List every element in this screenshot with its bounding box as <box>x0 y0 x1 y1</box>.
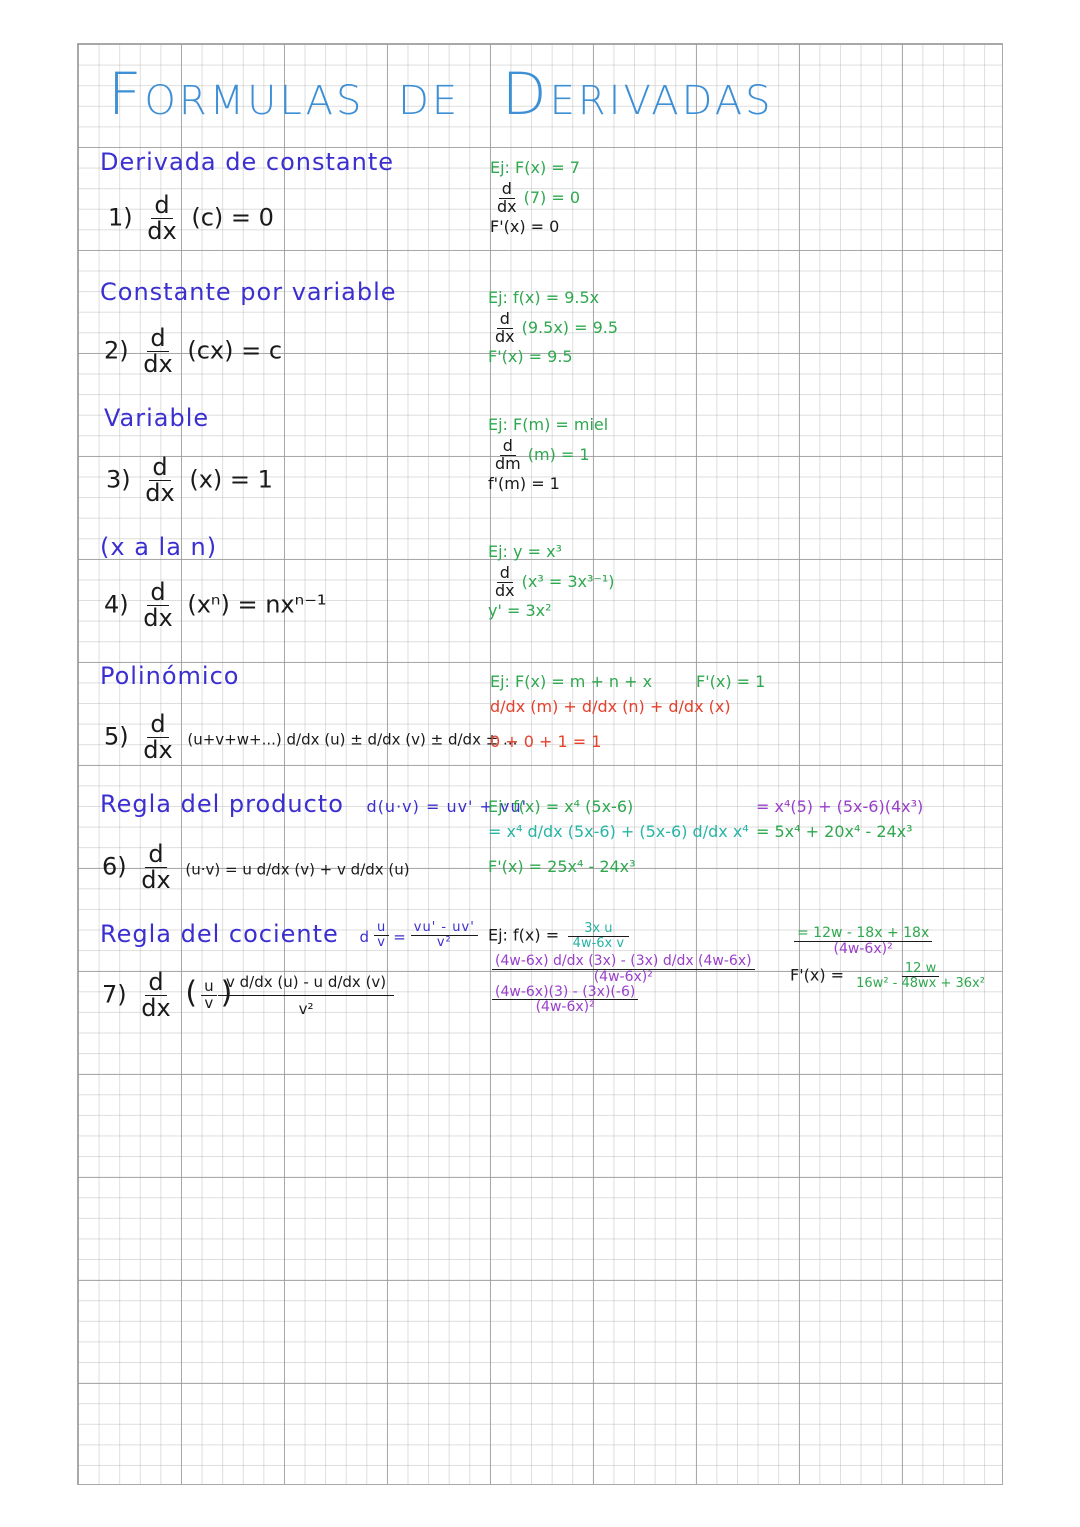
frac-num: u <box>374 921 389 936</box>
formula-body: (c) = 0 <box>191 203 274 232</box>
example-result: F'(x) = 25x⁴ - 24x³ <box>488 856 636 876</box>
example-line: Ej: F(x) = 7 <box>490 158 580 177</box>
example-fraction <box>794 926 932 956</box>
derivative-operator <box>144 193 179 244</box>
rule-fraction <box>411 921 478 949</box>
frac-den: dx <box>497 196 517 216</box>
example-6 <box>488 795 749 879</box>
example-7 <box>488 922 759 1015</box>
frac-den: 4w-6x v <box>572 935 625 951</box>
example-fraction <box>492 985 638 1015</box>
example-6-right <box>756 795 923 845</box>
grid-paper-sheet <box>77 43 1003 1485</box>
frac-num: 3x u <box>568 922 628 937</box>
frac-num: 12 w <box>902 962 939 977</box>
formula-number: 4) <box>104 590 129 619</box>
frac-den: dx <box>143 736 173 765</box>
frac-den: (4w-6x)² <box>593 968 653 985</box>
frac-num: = 12w - 18x + 18x <box>794 926 932 942</box>
formula-4 <box>104 580 326 631</box>
frac-num: (4w-6x)(3) - (3x)(-6) <box>492 985 638 1001</box>
formula-number: 2) <box>104 336 129 365</box>
frac-den: dx <box>141 866 171 895</box>
example-line: d/dx (m) + d/dx (n) + d/dx (x) <box>490 696 731 716</box>
example-fraction <box>568 922 628 950</box>
frac-den: dx <box>143 604 173 633</box>
heading-text: Regla del cociente <box>100 920 339 948</box>
frac-num: d <box>500 438 516 456</box>
rule-text: d <box>359 928 370 946</box>
frac-num: d <box>499 181 515 199</box>
example-5-result-right <box>696 670 765 695</box>
frac-den: dx <box>145 479 175 508</box>
example-2 <box>488 286 618 370</box>
formula-2 <box>104 326 282 377</box>
formula-body: (xⁿ) = nxⁿ⁻¹ <box>187 590 327 619</box>
example-line: F'(x) = <box>790 966 845 986</box>
example-result: y' = 3x² <box>488 601 552 621</box>
example-line: Ej: F(m) = miel <box>488 415 609 434</box>
example-line: Ej: f(x) = x⁴ (5x-6) <box>488 797 634 816</box>
heading-constante-por-variable: Constante por variable <box>100 278 397 306</box>
example-fraction <box>853 962 988 990</box>
formula-body: (x) = 1 <box>189 465 273 494</box>
frac-den: 16w² - 48wx + 36x² <box>856 976 985 992</box>
example-line: = x⁴ d/dx (5x-6) + (5x-6) d/dx x⁴ <box>488 821 749 841</box>
example-line: (9.5x) = 9.5 <box>521 317 619 337</box>
example-line: (x³ = 3x³⁻¹) <box>521 571 615 591</box>
example-line: (7) = 0 <box>523 187 581 207</box>
frac-den: v <box>204 994 214 1013</box>
example-result: F'(x) = 9.5 <box>488 347 573 367</box>
frac-num: d <box>497 311 513 329</box>
title-initial-d: D <box>501 60 550 128</box>
heading-variable: Variable <box>104 404 210 432</box>
frac-den: dm <box>495 453 521 473</box>
frac-num: u <box>201 979 217 996</box>
example-result: 0 + 0 + 1 = 1 <box>490 731 602 751</box>
frac-num: d <box>147 326 168 352</box>
formula-number: 5) <box>104 722 129 751</box>
derivative-operator <box>138 842 173 893</box>
derivative-operator <box>140 712 175 763</box>
frac-den: dx <box>495 326 515 346</box>
frac-num: vu' - uv' <box>411 921 478 936</box>
example-line: (m) = 1 <box>527 444 590 464</box>
derivative-operator <box>138 970 173 1021</box>
frac-num: (4w-6x) d/dx (3x) - (3x) d/dx (4w-6x) <box>492 954 755 970</box>
frac-den: dx <box>143 350 173 379</box>
example-result: F'(x) = 1 <box>696 672 766 691</box>
formula-number: 7) <box>102 980 127 1009</box>
formula-1 <box>108 193 274 244</box>
example-line: Ej: F(x) = m + n + x <box>490 672 653 691</box>
frac-den: v² <box>436 934 452 950</box>
formula-number: 6) <box>102 852 127 881</box>
quotient-fraction <box>218 975 394 1018</box>
title-word-de: DE <box>398 78 461 124</box>
example-result: F'(x) = 0 <box>490 217 560 237</box>
formula-7: 7) $\frac{d}{dx}$ ( $\frac{u}{v}$ ) <box>102 968 233 1023</box>
frac-num: d <box>149 455 170 481</box>
rule-text: d(u·v) = uv' + vu' <box>366 797 528 816</box>
example-line: Ej: f(x) = 9.5x <box>488 288 600 307</box>
frac-num: v d/dx (u) - u d/dx (v) <box>218 975 394 996</box>
example-7-right <box>790 926 992 991</box>
formula-body: (cx) = c <box>187 336 283 365</box>
formula-3 <box>106 455 273 506</box>
frac-num: d <box>145 970 166 996</box>
frac-num: d <box>145 842 166 868</box>
example-fraction <box>492 954 755 984</box>
heading-regla-cociente: Regla del cociente d $\frac{u}{v}$ = $\frac{vu' - uv'}{\text{v²}}$ <box>100 920 482 949</box>
example-3 <box>488 413 608 497</box>
frac-den: v <box>377 934 386 950</box>
formula-body: (u·v) = u d/dx (v) + v d/dx (u) <box>185 860 410 879</box>
heading-derivada-constante: Derivada de constante <box>100 148 394 176</box>
title-word-formulas: ORMULAS <box>144 78 365 124</box>
formula-body: (u+v+w+...) d/dx (u) ± d/dx (v) ± d/dx ± ... <box>187 730 518 749</box>
heading-regla-producto <box>100 790 527 818</box>
formula-6 <box>102 842 410 893</box>
frac-num: d <box>147 580 168 606</box>
formula-number: 1) <box>108 203 133 232</box>
example-5 <box>490 670 731 754</box>
title-word-derivadas: ERIVADAS <box>549 78 774 124</box>
heading-x-a-la-n: (x a la n) <box>100 533 218 561</box>
page-title <box>108 60 773 128</box>
heading-text: Regla del producto <box>100 790 344 818</box>
formula-5 <box>104 712 517 763</box>
example-1 <box>490 156 580 240</box>
example-line: = x⁴(5) + (5x-6)(4x³) <box>756 797 924 816</box>
frac-num: d <box>147 712 168 738</box>
example-result: f'(m) = 1 <box>488 474 560 494</box>
example-line: Ej: y = x³ <box>488 542 562 561</box>
formula-7-quotient <box>214 975 398 1018</box>
derivative-operator <box>140 326 175 377</box>
frac-den: dx <box>147 217 177 246</box>
example-4 <box>488 540 615 624</box>
derivative-operator <box>142 455 177 506</box>
frac-den: (4w-6x)² <box>535 999 595 1016</box>
heading-polinomico: Polinómico <box>100 662 240 690</box>
title-initial-f: F <box>108 60 145 128</box>
frac-num: d <box>151 193 172 219</box>
frac-num: d <box>497 565 513 583</box>
example-line: Ej: f(x) = <box>488 925 560 945</box>
frac-den: dx <box>141 994 171 1023</box>
derivative-operator <box>140 580 175 631</box>
formula-number: 3) <box>106 465 131 494</box>
example-line: = 5x⁴ + 20x⁴ - 24x³ <box>756 821 913 841</box>
frac-den: (4w-6x)² <box>833 940 893 957</box>
rule-uv-fraction <box>374 921 389 949</box>
frac-den: v² <box>298 999 314 1018</box>
frac-den: dx <box>495 580 515 600</box>
